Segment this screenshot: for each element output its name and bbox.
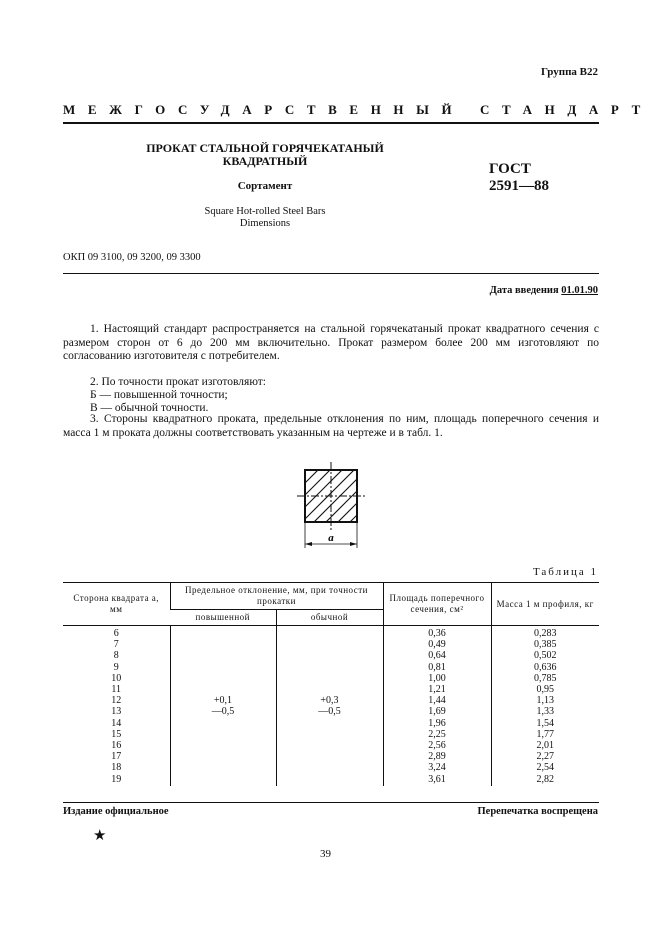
english-title-1: Square Hot-rolled Steel Bars xyxy=(204,206,326,217)
side-value: 16 xyxy=(111,740,122,752)
mass-value: 1,13 xyxy=(536,695,554,707)
mass-value: 1,54 xyxy=(536,717,554,729)
assortment-table xyxy=(63,582,599,786)
header-deviation-high: повышенной xyxy=(170,610,276,626)
english-title-2: Dimensions xyxy=(239,218,291,229)
side-column xyxy=(63,626,170,786)
side-value: 14 xyxy=(111,717,122,729)
okp-codes: ОКП 09 3100, 09 3200, 09 3300 xyxy=(63,252,201,263)
official-edition: Издание официальное xyxy=(63,806,169,817)
group-code: Группа В22 xyxy=(540,66,598,78)
deviation-normal-minus: —0,5 xyxy=(318,705,341,717)
reprint-prohibited: Перепечатка воспрещена xyxy=(477,806,598,817)
footer-rule xyxy=(63,802,599,803)
area-value: 1,00 xyxy=(428,672,446,684)
area-value: 1,21 xyxy=(428,684,446,696)
title-line-1: ПРОКАТ СТАЛЬНОЙ ГОРЯЧЕКАТАНЫЙ xyxy=(146,141,384,155)
effective-date xyxy=(490,285,598,296)
paragraph-3: 3. Стороны квадратного проката, предельные отклонения по ним, площадь поперечного сечения и масса 1 м проката должны соответствовать указанным на чертеже и в табл. 1. xyxy=(63,413,599,439)
deviation-high-cell xyxy=(170,626,276,786)
mass-column xyxy=(491,626,599,786)
accuracy-v: В — обычной точности. xyxy=(90,402,209,414)
header-rule xyxy=(63,122,599,124)
area-value: 0,49 xyxy=(428,639,446,651)
deviation-high-minus: —0,5 xyxy=(211,705,235,717)
deviation-high-plus: +0,1 xyxy=(213,694,233,706)
area-value: 0,81 xyxy=(428,661,446,673)
side-value: 7 xyxy=(113,639,119,651)
accuracy-b: Б — повышенной точности; xyxy=(90,389,228,401)
subtitle: Сортамент xyxy=(237,180,293,192)
gost-number: 2591—88 xyxy=(489,178,549,194)
deviation-normal-plus: +0,3 xyxy=(320,694,339,706)
okp-rule xyxy=(63,273,599,274)
side-value: 19 xyxy=(111,773,122,785)
side-value: 12 xyxy=(111,695,122,707)
side-value: 13 xyxy=(111,706,122,718)
mass-value: 0,502 xyxy=(534,650,557,662)
dimension-a-label: a xyxy=(328,532,334,544)
area-value: 3,61 xyxy=(428,773,446,785)
area-value: 1,44 xyxy=(428,695,446,707)
mass-value: 2,54 xyxy=(536,762,554,774)
area-value: 3,24 xyxy=(428,762,446,774)
side-value: 8 xyxy=(113,650,119,662)
paragraph-2: 2. По точности прокат изготовляют: xyxy=(90,376,266,388)
title-line-2: КВАДРАТНЫЙ xyxy=(222,154,308,168)
side-value: 9 xyxy=(113,661,119,673)
mass-value: 0,95 xyxy=(536,684,554,696)
area-value: 2,89 xyxy=(428,751,446,763)
area-value: 0,64 xyxy=(428,650,446,662)
date-value: 01.01.90 xyxy=(561,285,598,296)
mass-value: 1,77 xyxy=(536,728,554,740)
star-icon: ★ xyxy=(93,828,107,844)
mass-value: 1,33 xyxy=(536,706,554,718)
area-value: 0,36 xyxy=(428,628,446,639)
header-area: Площадь поперечного сечения, см² xyxy=(383,583,491,626)
header-mass: Масса 1 м профиля, кг xyxy=(491,583,599,626)
mass-value: 2,27 xyxy=(536,751,554,763)
area-value: 2,25 xyxy=(428,728,446,740)
area-value: 2,56 xyxy=(428,740,446,752)
side-value: 15 xyxy=(111,728,122,740)
header-deviation: Предельное отклонение, мм, при точности прокатки xyxy=(170,583,383,610)
deviation-normal-cell xyxy=(276,626,383,786)
mass-value: 0,785 xyxy=(534,672,557,684)
square-section-drawing xyxy=(290,462,376,558)
page-number: 39 xyxy=(320,848,331,860)
mass-value: 0,283 xyxy=(534,628,557,639)
mass-value: 0,636 xyxy=(534,661,557,673)
area-value: 1,96 xyxy=(428,717,446,729)
area-value: 1,69 xyxy=(428,706,446,718)
header-deviation-normal: обычной xyxy=(276,610,383,626)
side-value: 18 xyxy=(111,762,122,774)
mass-value: 2,82 xyxy=(536,773,554,785)
standard-banner: МЕЖГОСУДАРСТВЕННЫЙ СТАНДАРТ xyxy=(63,102,653,117)
side-value: 17 xyxy=(111,751,122,763)
side-value: 6 xyxy=(113,628,119,639)
gost-label: ГОСТ xyxy=(489,161,531,177)
header-side: Сторона квадрата a, мм xyxy=(63,583,170,626)
mass-value: 0,385 xyxy=(534,639,557,651)
area-column xyxy=(383,626,491,786)
side-value: 10 xyxy=(111,672,122,684)
side-value: 11 xyxy=(111,684,122,696)
mass-value: 2,01 xyxy=(536,740,554,752)
date-label: Дата введения xyxy=(489,285,559,296)
paragraph-1: 1. Настоящий стандарт распространяется на стальной горячекатаный прокат квадратного сечения с размером сторон от 6 до 200 мм включительно. Прокат размером более 200 мм изготовляют по согласованию изготовителя с потребителем. xyxy=(63,323,599,362)
table-caption: Таблица 1 xyxy=(532,566,598,578)
